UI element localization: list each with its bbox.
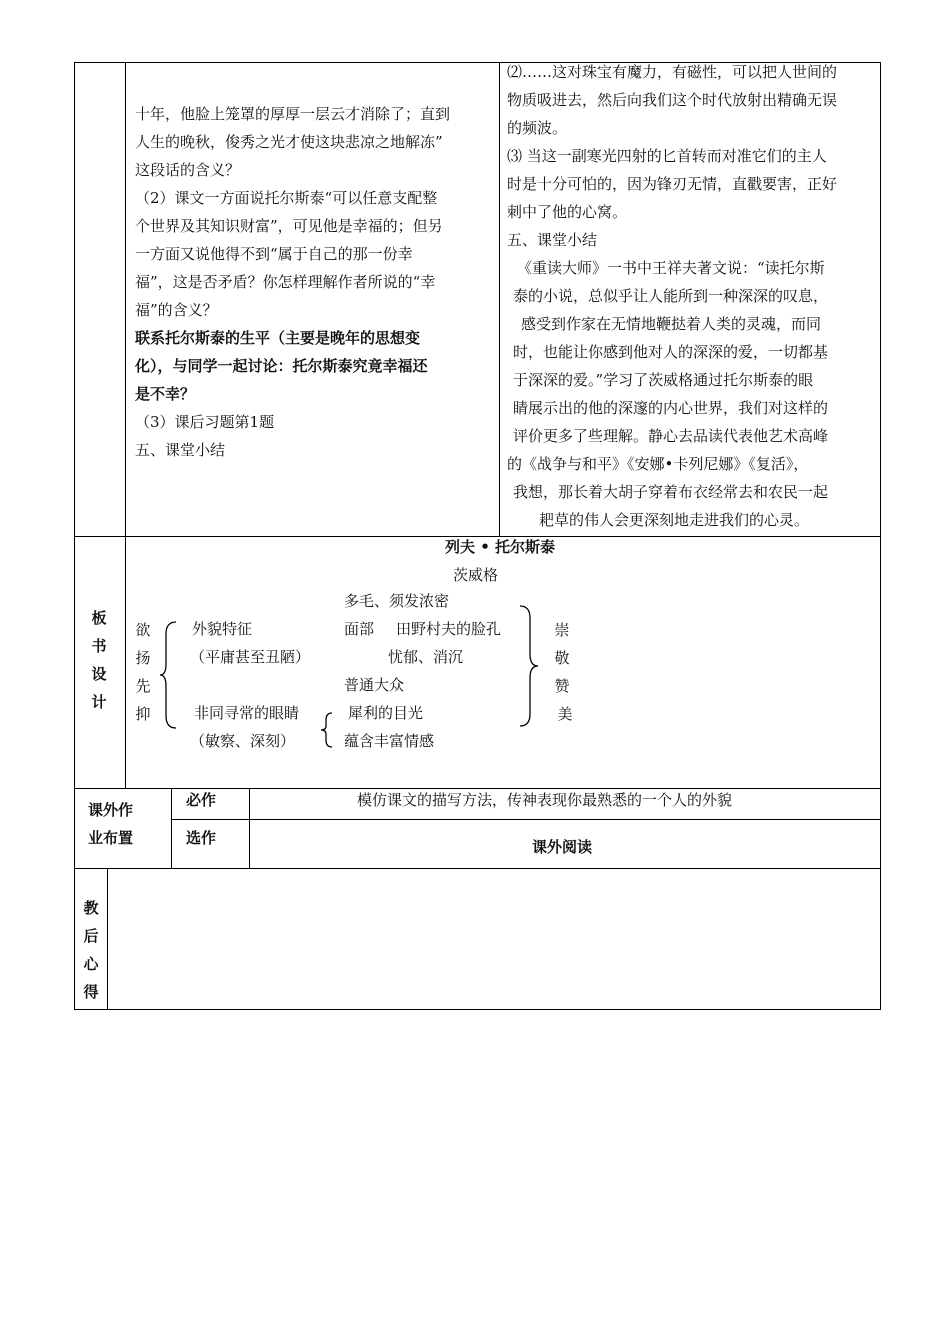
board-author: 茨威格 bbox=[453, 566, 499, 584]
text-line: 福”的含义？ bbox=[135, 301, 218, 319]
column-divider bbox=[249, 788, 250, 868]
text-line: ⑶ 当这一副寒光四射的匕首转而对准它们的主人 bbox=[507, 147, 827, 165]
text-line: 的《战争与和平》《安娜•卡列尼娜》《复活》， bbox=[507, 455, 809, 473]
text-line: 评价更多了些理解。静心去品读代表他艺术高峰 bbox=[513, 427, 829, 445]
column-divider bbox=[107, 868, 108, 1009]
face-label: 面部 bbox=[344, 620, 375, 638]
left-brace-icon bbox=[158, 620, 178, 730]
text-line: 睛展示出的他的深邃的内心世界，我们对这样的 bbox=[513, 399, 829, 417]
column-divider bbox=[171, 788, 172, 868]
text-line: 时是十分可怕的，因为锋刃无情，直戳要害，正好 bbox=[507, 175, 838, 193]
appearance-note: （平庸甚至丑陋） bbox=[190, 648, 311, 666]
reflection-label: 教 后 心 得 bbox=[83, 899, 99, 1001]
text-line: 物质吸进去，然后向我们这个时代放射出精确无误 bbox=[507, 91, 838, 109]
text-line: 时，也能让你感到他对人的深深的爱，一切都基 bbox=[513, 343, 829, 361]
text-line: 个世界及其知识财富”，可见他是幸福的；但另 bbox=[135, 217, 443, 235]
row-divider bbox=[171, 819, 881, 820]
row-divider bbox=[74, 868, 881, 869]
appearance-label: 外貌特征 bbox=[192, 620, 253, 638]
text-line: 一方面又说他得不到“属于自己的那一份幸 bbox=[135, 245, 413, 263]
face-mood: 忧郁、消沉 bbox=[388, 648, 464, 666]
text-line: 于深深的爱。”学习了茨威格通过托尔斯泰的眼 bbox=[513, 371, 814, 389]
optional-text: 课外阅读 bbox=[532, 838, 593, 856]
board-title: 列夫 • 托尔斯泰 bbox=[445, 538, 556, 556]
required-text: 模仿课文的描写方法，传神表现你最熟悉的一个人的外貌 bbox=[357, 791, 733, 809]
text-line: 刺中了他的心窝。 bbox=[507, 203, 628, 221]
text-line: 福”，这是否矛盾？你怎样理解作者所说的“幸 bbox=[135, 273, 436, 291]
text-line: 十年，他脸上笼罩的厚厚一层云才消除了；直到 bbox=[135, 105, 451, 123]
text-line: （3）课后习题第1题 bbox=[135, 413, 275, 431]
table-border-bottom bbox=[74, 1009, 881, 1010]
face-top: 多毛、须发浓密 bbox=[344, 592, 450, 610]
summary-text bbox=[507, 58, 879, 534]
board-left-column: 欲 扬 先 抑 bbox=[135, 621, 151, 723]
column-divider bbox=[499, 62, 500, 536]
homework-label: 课外作 业布置 bbox=[88, 801, 134, 847]
face-bottom: 普通大众 bbox=[344, 676, 405, 694]
bold-text-line: 是不幸？ bbox=[135, 385, 196, 403]
right-brace-icon bbox=[518, 604, 540, 728]
text-line: 人生的晚秋，俊秀之光才使这块悲凉之地解冻” bbox=[135, 133, 443, 151]
text-line: ⑵……这对珠宝有魔力，有磁性，可以把人世间的 bbox=[507, 63, 838, 81]
eyes-brace-icon bbox=[318, 712, 334, 748]
required-label: 必作 bbox=[186, 791, 217, 809]
board-design-label: 板 书 设 计 bbox=[91, 609, 107, 711]
text-line: 耙草的伟人会更深刻地走进我们的心灵。 bbox=[539, 511, 810, 529]
face-mid: 田野村夫的脸孔 bbox=[396, 620, 502, 638]
bold-text-line: 联系托尔斯泰的生平（主要是晚年的思想变 bbox=[135, 329, 421, 347]
bold-text-line: 化），与同学一起讨论：托尔斯泰究竟幸福还 bbox=[135, 357, 428, 375]
text-line: 感受到作家在无情地鞭挞着人类的灵魂，而同 bbox=[521, 315, 822, 333]
section-divider bbox=[125, 62, 126, 788]
text-line: 五、课堂小结 bbox=[507, 231, 598, 249]
eyes-label: 非同寻常的眼睛 bbox=[194, 704, 300, 722]
text-line: 的频波。 bbox=[507, 119, 568, 137]
board-right-column: 崇 敬 赞 美 bbox=[554, 621, 573, 723]
text-line: 这段话的含义？ bbox=[135, 161, 241, 179]
text-line: 五、课堂小结 bbox=[135, 441, 226, 459]
text-line: 《重读大师》一书中王祥夫著文说：“读托尔斯 bbox=[517, 259, 825, 277]
eyes-top: 犀利的目光 bbox=[348, 704, 424, 722]
discussion-questions bbox=[135, 100, 495, 464]
text-line: 我想，那长着大胡子穿着布衣经常去和农民一起 bbox=[513, 483, 829, 501]
text-line: 泰的小说，总似乎让人能所到一种深深的叹息， bbox=[513, 287, 829, 305]
text-line: （2）课文一方面说托尔斯泰“可以任意支配整 bbox=[135, 189, 438, 207]
eyes-note: （敏察、深刻） bbox=[190, 732, 296, 750]
optional-label: 选作 bbox=[186, 829, 217, 847]
eyes-bottom: 蕴含丰富情感 bbox=[344, 732, 435, 750]
